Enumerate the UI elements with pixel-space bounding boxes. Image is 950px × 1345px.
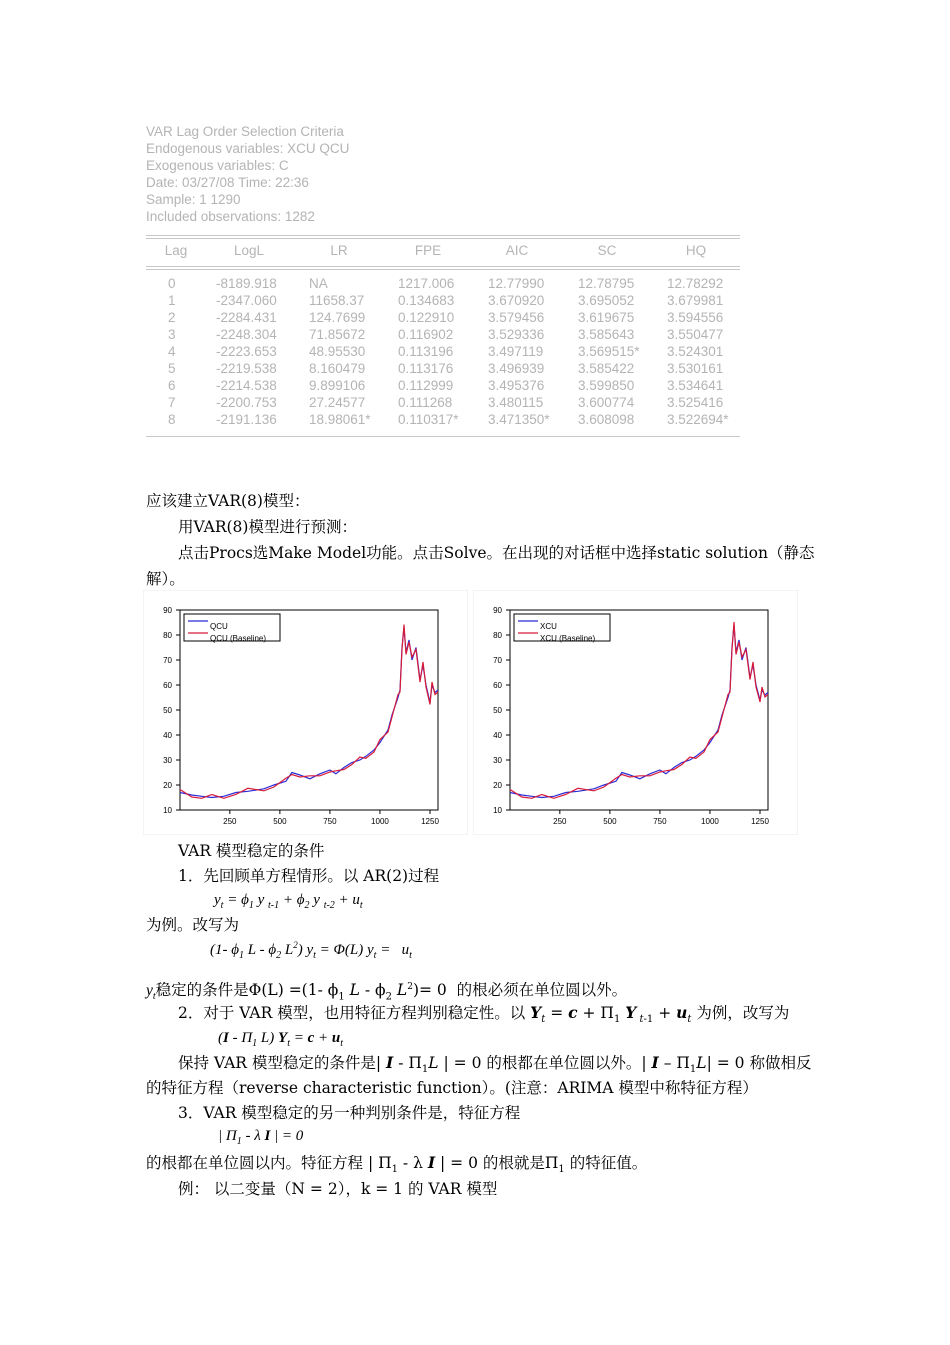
equation-ar2: $y_t = \phi_1$ y $_{t-1} + \phi_2$ y $_{t-2} + u_t$ — [214, 892, 363, 911]
y-tick-label: 70 — [493, 656, 502, 665]
table-cell: 12.77990 — [488, 276, 545, 291]
var-char-tail: 为例，改写为 — [696, 1004, 790, 1022]
table-cell: -2200.753 — [216, 395, 277, 410]
col-lag: Lag — [164, 243, 188, 258]
col-fpe: FPE — [414, 243, 442, 258]
x-tick-label: 500 — [273, 817, 287, 826]
table-cell: 3.530161 — [667, 361, 724, 376]
col-logl: LogL — [233, 243, 265, 258]
table-rule-bottom — [146, 436, 740, 437]
paragraph-alt-cond: 3．VAR 模型稳定的另一种判别条件是，特征方程 — [178, 1104, 521, 1122]
x-tick-label: 750 — [323, 817, 337, 826]
y-tick-label: 50 — [163, 706, 172, 715]
paragraph-forecast: 用VAR(8)模型进行预测： — [178, 518, 357, 536]
eviews-title: VAR Lag Order Selection Criteria — [146, 124, 344, 139]
y-tick-label: 20 — [493, 781, 502, 790]
table-cell: 3.585422 — [578, 361, 635, 376]
eviews-endogenous: Endogenous variables: XCU QCU — [146, 141, 350, 156]
y-tick-label: 80 — [163, 631, 172, 640]
table-cell: 3 — [168, 327, 176, 342]
table-rule-mid2 — [146, 269, 740, 270]
table-cell: 1217.006 — [398, 276, 455, 291]
x-tick-label: 1000 — [701, 817, 719, 826]
y-tick-label: 80 — [493, 631, 502, 640]
legend-label: XCU — [540, 622, 557, 631]
table-cell: 3.495376 — [488, 378, 545, 393]
equation-eigen: | $\Pi_1$ - λ I | = 0 — [218, 1128, 304, 1147]
table-cell: 3.679981 — [667, 293, 724, 308]
paragraph-var8: 应该建立VAR(8)模型： — [146, 492, 310, 510]
eigen-text: 的根都在单位圆以内。特征方程 — [146, 1154, 364, 1172]
table-cell: 2 — [168, 310, 176, 325]
col-hq: HQ — [685, 243, 707, 258]
table-rule-top2 — [146, 238, 740, 239]
col-aic: AIC — [505, 243, 529, 258]
table-cell: 4 — [168, 344, 176, 359]
legend-label: XCU (Baseline) — [540, 634, 596, 643]
paragraph-stable-cond: $y_t$稳定的条件是Φ(L) =(1- $\phi_1$ L - $\phi_2$ $L^2)= 0$ 的根必须在单位圆以外。 — [146, 981, 628, 1003]
table-cell: 18.98061* — [309, 412, 371, 427]
col-lr: LR — [330, 243, 348, 258]
paragraph-rewrite: 为例。改写为 — [146, 916, 240, 934]
table-cell: 3.471350* — [488, 412, 550, 427]
table-row — [146, 344, 740, 361]
table-cell: 3.534641 — [667, 378, 724, 393]
table-cell: 3.522694* — [667, 412, 729, 427]
table-cell: 48.95530 — [309, 344, 366, 359]
y-tick-label: 40 — [493, 731, 502, 740]
table-cell: 3.608098 — [578, 412, 635, 427]
var-char-text: 2．对于 VAR 模型，也用特征方程判别稳定性。以 — [178, 1004, 526, 1022]
table-cell: 12.78292 — [667, 276, 724, 291]
table-rule-top — [146, 235, 740, 236]
table-cell: 3.594556 — [667, 310, 724, 325]
table-cell: -2191.136 — [216, 412, 277, 427]
table-cell: 0.111268 — [398, 395, 453, 410]
table-cell: 3.600774 — [578, 395, 635, 410]
table-cell: 9.899106 — [309, 378, 366, 393]
paragraph-ar2: 1．先回顾单方程情形。以 AR(2)过程 — [178, 867, 440, 885]
eviews-header — [146, 123, 349, 225]
y-tick-label: 30 — [493, 756, 502, 765]
table-cell: -8189.918 — [216, 276, 277, 291]
table-cell: -2284.431 — [216, 310, 277, 325]
y-tick-label: 30 — [163, 756, 172, 765]
table-cell: 11658.37 — [309, 293, 365, 308]
y-tick-label: 40 — [163, 731, 172, 740]
paragraph-procs: 点击Procs选Make Model功能。点击Solve。在出现的对话框中选择static solution（静态 — [178, 544, 815, 562]
table-cell: 3.695052 — [578, 293, 635, 308]
table-header-row — [146, 243, 740, 260]
table-cell: 1 — [168, 293, 176, 308]
paragraph-var-stable: 保持 VAR 模型稳定的条件是| I - $\Pi_1L$ | = 0 的根都在单位圆以外。| $I - \Pi_1L| = 0$ 称做相反 — [178, 1053, 812, 1076]
qcu-chart — [143, 590, 468, 835]
table-row — [146, 361, 740, 378]
table-cell: 0.116902 — [398, 327, 454, 342]
table-cell: -2214.538 — [216, 378, 277, 393]
table-cell: 71.85672 — [309, 327, 366, 342]
x-tick-label: 1250 — [751, 817, 769, 826]
eigen-mid: 的根就是Π — [482, 1154, 559, 1172]
y-tick-label: 10 — [493, 806, 502, 815]
y-tick-label: 90 — [163, 606, 172, 615]
table-cell: 0.113176 — [398, 361, 454, 376]
col-sc: SC — [597, 243, 617, 258]
table-cell: -2219.538 — [216, 361, 277, 376]
y-tick-label: 60 — [163, 681, 172, 690]
table-cell: 3.579456 — [488, 310, 545, 325]
eviews-sample: Sample: 1 1290 — [146, 192, 241, 207]
table-cell: 12.78795 — [578, 276, 635, 291]
paragraph-reverse-char: 的特征方程（reverse characteristic function）。(注意：ARIMA 模型中称特征方程） — [146, 1079, 758, 1097]
paragraph-procs-cont: 解）。 — [146, 570, 185, 588]
table-cell: 8.160479 — [309, 361, 366, 376]
eigen-tail: 的特征值。 — [569, 1154, 648, 1172]
table-cell: 3.497119 — [488, 344, 544, 359]
y-tick-label: 50 — [493, 706, 502, 715]
var-stable-text: 保持 VAR 模型稳定的条件是 — [178, 1054, 376, 1072]
legend-label: QCU — [210, 622, 228, 631]
stable-cond-text: 稳定的条件是Φ(L) =(1- ϕ — [155, 981, 339, 1000]
paragraph-eigen: 的根都在单位圆以内。特征方程 | $\Pi_1$ - λ I | = 0 的根就是$\Pi_1$ 的特征值。 — [146, 1153, 648, 1176]
table-cell: 3.619675 — [578, 310, 635, 325]
y-tick-label: 20 — [163, 781, 172, 790]
table-cell: 0.113196 — [398, 344, 454, 359]
table-row — [146, 276, 740, 293]
table-cell: 3.496939 — [488, 361, 545, 376]
var-stable-mid: 的根都在单位圆以外。 — [486, 1054, 642, 1072]
x-tick-label: 250 — [223, 817, 237, 826]
table-cell: 3.599850 — [578, 378, 635, 393]
table-cell: 3.670920 — [488, 293, 545, 308]
table-row — [146, 293, 740, 310]
y-tick-label: 10 — [163, 806, 172, 815]
table-cell: 3.524301 — [667, 344, 724, 359]
y-tick-label: 60 — [493, 681, 502, 690]
table-cell: 0.110317* — [398, 412, 459, 427]
y-tick-label: 90 — [493, 606, 502, 615]
table-row — [146, 395, 740, 412]
table-cell: 3.585643 — [578, 327, 635, 342]
x-tick-label: 750 — [653, 817, 667, 826]
table-cell: 27.24577 — [309, 395, 366, 410]
paragraph-var-char: 2．对于 VAR 模型，也用特征方程判别稳定性。以 $Y_t = c + \Pi_1$ Y $_{t-1} + u_t$ 为例，改写为 — [178, 1003, 790, 1026]
xcu-chart — [473, 590, 798, 835]
table-row — [146, 310, 740, 327]
table-rule-mid — [146, 266, 740, 267]
table-cell: 5 — [168, 361, 176, 376]
x-tick-label: 250 — [553, 817, 567, 826]
equation-var-form: ($I - \Pi_1$ L) $Y_t = c + u_t$ — [218, 1030, 344, 1049]
table-cell: -2347.060 — [216, 293, 277, 308]
table-cell: 0.134683 — [398, 293, 455, 308]
eviews-included: Included observations: 1282 — [146, 209, 315, 224]
table-cell: 0.122910 — [398, 310, 455, 325]
table-cell: 3.480115 — [488, 395, 544, 410]
x-tick-label: 1250 — [421, 817, 439, 826]
eviews-exogenous: Exogenous variables: C — [146, 158, 289, 173]
y-tick-label: 70 — [163, 656, 172, 665]
table-cell: 6 — [168, 378, 176, 393]
table-row — [146, 327, 740, 344]
table-cell: 3.550477 — [667, 327, 724, 342]
table-cell: 3.525416 — [667, 395, 724, 410]
legend-label: QCU (Baseline) — [210, 634, 267, 643]
eviews-date: Date: 03/27/08 Time: 22:36 — [146, 175, 309, 190]
table-row — [146, 412, 740, 429]
table-cell: 3.569515* — [578, 344, 640, 359]
table-cell: 124.7699 — [309, 310, 366, 325]
table-row — [146, 378, 740, 395]
table-cell: -2223.653 — [216, 344, 277, 359]
stable-cond-tail: 的根必须在单位圆以外。 — [456, 981, 628, 1000]
table-cell: 7 — [168, 395, 176, 410]
table-cell: -2248.304 — [216, 327, 277, 342]
table-cell: 8 — [168, 412, 176, 427]
table-cell: 3.529336 — [488, 327, 545, 342]
table-cell: 0 — [168, 276, 176, 291]
table-cell: 0.112999 — [398, 378, 454, 393]
var-stable-tail: 称做相反 — [749, 1054, 812, 1072]
paragraph-example: 例： 以二变量（N = 2），k = 1 的 VAR 模型 — [178, 1180, 498, 1198]
x-tick-label: 500 — [603, 817, 617, 826]
x-tick-label: 1000 — [371, 817, 389, 826]
paragraph-stability-title: VAR 模型稳定的条件 — [178, 842, 325, 860]
equation-lag-poly: (1- $\phi_1$ L - $\phi_2$ $L^2$) $y_t = \Phi(L) y_t = u_t$ — [210, 940, 412, 961]
table-cell: NA — [309, 276, 328, 291]
